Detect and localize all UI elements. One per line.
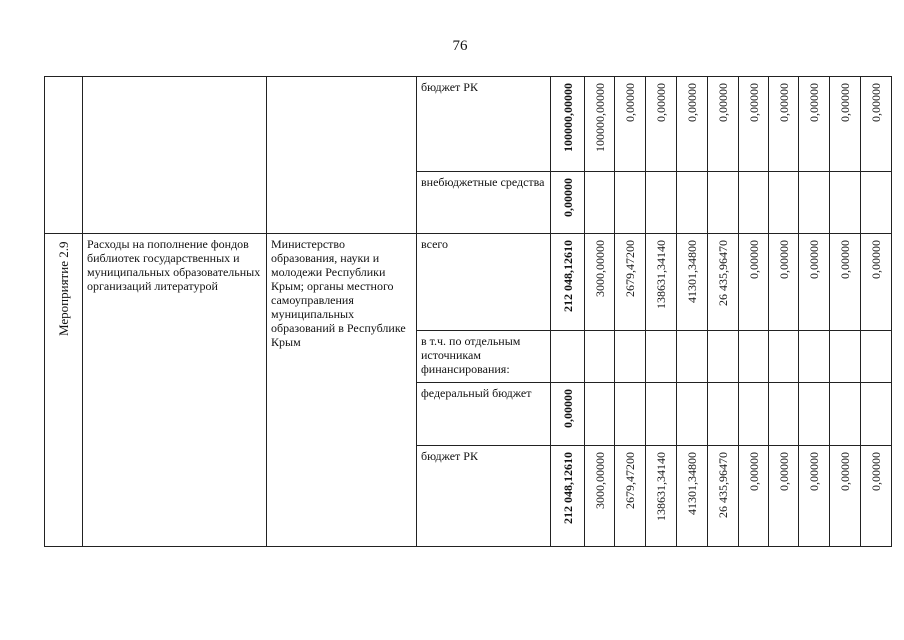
year-value: 0,00000 [685,83,699,122]
year-value: 2679,47200 [623,452,637,509]
year-value-cell [585,383,615,446]
year-value-cell [739,331,769,383]
funding-source-cell [417,331,551,383]
year-value-cell [585,331,615,383]
total-cell [551,234,585,331]
year-value-cell [739,446,769,547]
year-value: 0,00000 [838,452,852,491]
total-value: 0,00000 [560,389,575,428]
table-row [45,77,892,172]
total-value: 212 048,12610 [560,452,575,524]
year-value-cell [830,234,861,331]
year-value-cell [677,446,708,547]
year-value: 0,00000 [654,83,668,122]
year-value: 0,00000 [746,83,761,122]
year-value-cell [646,383,677,446]
measure-code-cell [45,234,83,547]
year-value-cell [799,383,830,446]
year-value-cell [708,331,739,383]
year-value: 0,00000 [716,83,730,122]
funding-source: в т.ч. по отдельным источникам финансирования: [421,334,521,376]
year-value: 0,00000 [869,240,883,279]
funding-source-cell [417,77,551,172]
year-value-cell [677,331,708,383]
funding-source: бюджет РК [421,449,478,463]
year-value-cell [769,446,799,547]
year-value: 0,00000 [807,83,821,122]
year-value: 0,00000 [869,83,883,122]
year-value-cell [615,331,646,383]
year-value: 138631,34140 [654,240,668,309]
year-value-cell [861,172,892,234]
year-value: 41301,34800 [685,240,699,303]
year-value: 138631,34140 [654,452,668,521]
year-value-cell [799,331,830,383]
year-value-cell [830,172,861,234]
year-value: 2679,47200 [623,240,637,297]
year-value-cell [585,446,615,547]
year-value-cell [739,234,769,331]
year-value-cell [769,172,799,234]
year-value-cell [615,77,646,172]
year-value: 26 435,96470 [716,240,730,306]
year-value-cell [799,172,830,234]
year-value-cell [646,234,677,331]
continued-code-cell [45,77,83,234]
year-value-cell [646,77,677,172]
year-value-cell [861,383,892,446]
year-value-cell [799,77,830,172]
funding-source-cell [417,446,551,547]
year-value-cell [677,383,708,446]
year-value-cell [861,234,892,331]
table-row [45,234,892,331]
year-value-cell [585,77,615,172]
measure-executor-cell [267,234,417,547]
page-number: 76 [452,38,468,54]
year-value: 0,00000 [776,83,791,122]
year-value-cell [739,383,769,446]
year-value-cell [830,77,861,172]
funding-source-cell [417,172,551,234]
year-value-cell [677,172,708,234]
year-value-cell [861,77,892,172]
year-value-cell [769,77,799,172]
year-value-cell [646,331,677,383]
year-value-cell [799,446,830,547]
year-value-cell [615,446,646,547]
year-value-cell [615,234,646,331]
continued-executor-cell [267,77,417,234]
year-value: 41301,34800 [685,452,699,515]
year-value-cell [708,383,739,446]
year-value-cell [677,234,708,331]
year-value: 100000,00000 [592,83,607,152]
year-value: 3000,00000 [592,240,607,297]
year-value-cell [799,234,830,331]
funding-source: бюджет РК [421,80,478,94]
year-value: 0,00000 [776,240,791,279]
total-value: 0,00000 [560,178,575,217]
year-value-cell [646,172,677,234]
year-value-cell [708,446,739,547]
year-value-cell [708,234,739,331]
year-value-cell [708,77,739,172]
funding-source: всего [421,237,449,251]
year-value: 0,00000 [838,240,852,279]
measure-description-cell [83,234,267,547]
total-cell [551,331,585,383]
year-value-cell [615,383,646,446]
measure-code: Мероприятие 2.9 [55,241,71,336]
total-cell [551,383,585,446]
total-value: 100000,00000 [560,83,575,152]
year-value-cell [739,172,769,234]
funding-source: внебюджетные средства [421,175,545,189]
measure-executor: Министерство образования, науки и молодежи Республики Крым; органы местного самоуправления муниципальных образований в Республике Крым [271,237,406,349]
total-cell [551,172,585,234]
year-value-cell [585,172,615,234]
year-value: 3000,00000 [592,452,607,509]
year-value-cell [615,172,646,234]
year-value: 0,00000 [746,452,761,491]
year-value-cell [585,234,615,331]
year-value-cell [830,331,861,383]
year-value-cell [769,234,799,331]
funding-source-cell [417,383,551,446]
funding-source: федеральный бюджет [421,386,532,400]
year-value: 0,00000 [807,452,821,491]
continued-description-cell [83,77,267,234]
year-value-cell [769,331,799,383]
total-cell [551,77,585,172]
year-value-cell [708,172,739,234]
year-value: 0,00000 [869,452,883,491]
year-value: 26 435,96470 [716,452,730,518]
total-cell [551,446,585,547]
year-value: 0,00000 [776,452,791,491]
year-value-cell [646,446,677,547]
year-value: 0,00000 [623,83,637,122]
total-value: 212 048,12610 [560,240,575,312]
year-value: 0,00000 [807,240,821,279]
measure-description: Расходы на пополнение фондов библиотек государственных и муниципальных образовательных организаций литературой [87,237,261,293]
year-value: 0,00000 [838,83,852,122]
funding-source-cell [417,234,551,331]
year-value-cell [830,446,861,547]
year-value-cell [739,77,769,172]
year-value-cell [861,331,892,383]
budget-table [44,76,892,547]
year-value-cell [830,383,861,446]
year-value-cell [677,77,708,172]
year-value-cell [769,383,799,446]
year-value: 0,00000 [746,240,761,279]
year-value-cell [861,446,892,547]
